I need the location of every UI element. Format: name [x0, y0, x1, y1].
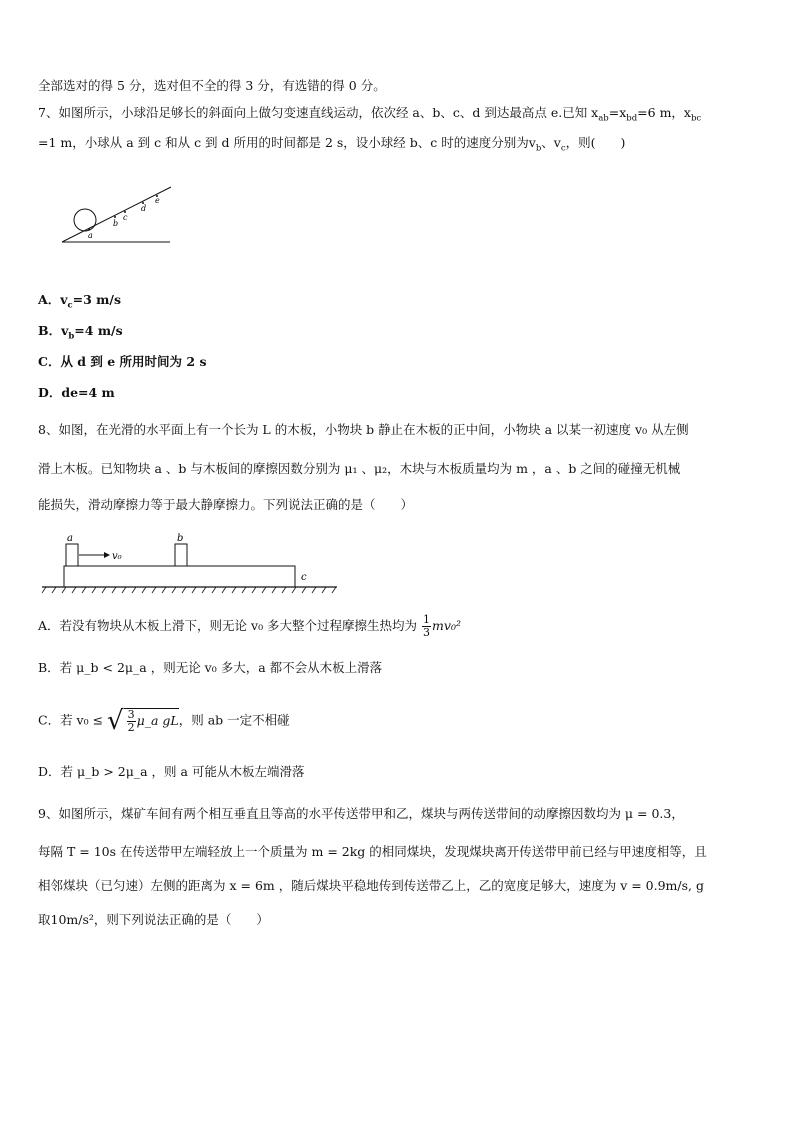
q9-stem-line3: 相邻煤块（已匀速）左侧的距离为 x = 6m ，随后煤块平稳地传到传送带乙上，乙的宽度足够大，速度为 v = 0.9m/s, g — [38, 878, 704, 893]
q7-option-c: C．从 d 到 e 所用时间为 2 s — [38, 354, 207, 369]
square-root: √ $\frac{3}{2}$ μ_a gL — [107, 706, 179, 736]
q7-option-b: B．$v_b=4$ m/s — [38, 323, 123, 342]
q9-stem-line2: 每隔 T = 10s 在传送带甲左端轻放上一个质量为 m = 2kg 的相同煤块，发现煤块离开传送带甲前已经与甲速度相等，且 — [38, 844, 707, 859]
q7-option-d: D．de=4 m — [38, 385, 115, 400]
ball-icon — [74, 209, 96, 231]
q7-stem-line2: =1 m，小球从 a 到 c 和从 c 到 d 所用的时间都是 2 s，设小球经 b、c 时的速度分别为$v_b$、$v_c$，则( ) — [38, 135, 626, 154]
fraction: $\frac{1}{3}$ — [423, 613, 431, 639]
label-v0: v₀ — [112, 551, 122, 562]
block-b — [175, 544, 187, 566]
label-c: c — [123, 213, 128, 222]
q7-incline-figure — [55, 180, 185, 250]
label-e: e — [155, 196, 160, 205]
label-b: b — [113, 219, 119, 228]
q8-board-figure — [42, 530, 342, 600]
q8-stem-line1: 8、如图，在光滑的水平面上有一个长为 L 的木板，小物块 b 静止在木板的正中间，小物块 a 以某一初速度 v₀ 从左侧 — [38, 422, 689, 437]
q9-stem-line4: 取10m/s²，则下列说法正确的是（ ） — [38, 912, 269, 927]
label-a: a — [88, 231, 93, 240]
arrow-head-icon — [104, 552, 110, 558]
q7-stem-line1: 7、如图所示，小球沿足够长的斜面向上做匀变速直线运动，依次经 a、b、c、d 到达最高点 e.已知 $x_{ab}=x_{bd}=6$ m，$x_{bc}$ — [38, 105, 702, 124]
block-a — [66, 544, 78, 566]
ground-hatch — [42, 587, 336, 593]
q8-option-a: A．若没有物块从木板上滑下，则无论 v₀ 多大整个过程摩擦生热均为 $\frac{1}{3}$ mv₀² — [38, 613, 461, 639]
board-c — [64, 566, 295, 587]
q8-option-c: C．若 v₀ ≤ √ $\frac{3}{2}$ μ_a gL，则 ab 一定不相碰 — [38, 706, 290, 736]
label-d: d — [141, 204, 147, 213]
q8-stem-line3: 能损失，滑动摩擦力等于最大静摩擦力。下列说法正确的是（ ） — [38, 497, 414, 512]
q8-option-d: D．若 μ_b > 2μ_a ，则 a 可能从木板左端滑落 — [38, 764, 305, 779]
label-a: a — [67, 533, 73, 544]
intro-line: 全部选对的得 5 分，选对但不全的得 3 分，有选错的得 0 分。 — [38, 78, 386, 93]
q7-option-a: A．$v_c=3$ m/s — [38, 292, 122, 311]
q9-stem-line1: 9、如图所示，煤矿车间有两个相互垂直且等高的水平传送带甲和乙，煤块与两传送带间的动摩擦因数均为 μ = 0.3， — [38, 806, 684, 821]
label-b: b — [177, 533, 184, 544]
q8-option-b: B．若 μ_b < 2μ_a ，则无论 v₀ 多大，a 都不会从木板上滑落 — [38, 660, 383, 675]
label-c: c — [301, 572, 307, 583]
point-b — [114, 216, 116, 218]
point-a — [88, 228, 90, 230]
q8-stem-line2: 滑上木板。已知物块 a 、b 与木板间的摩擦因数分别为 μ₁ 、μ₂，木块与木板质量均为 m ，a 、b 之间的碰撞无机械 — [38, 461, 681, 476]
